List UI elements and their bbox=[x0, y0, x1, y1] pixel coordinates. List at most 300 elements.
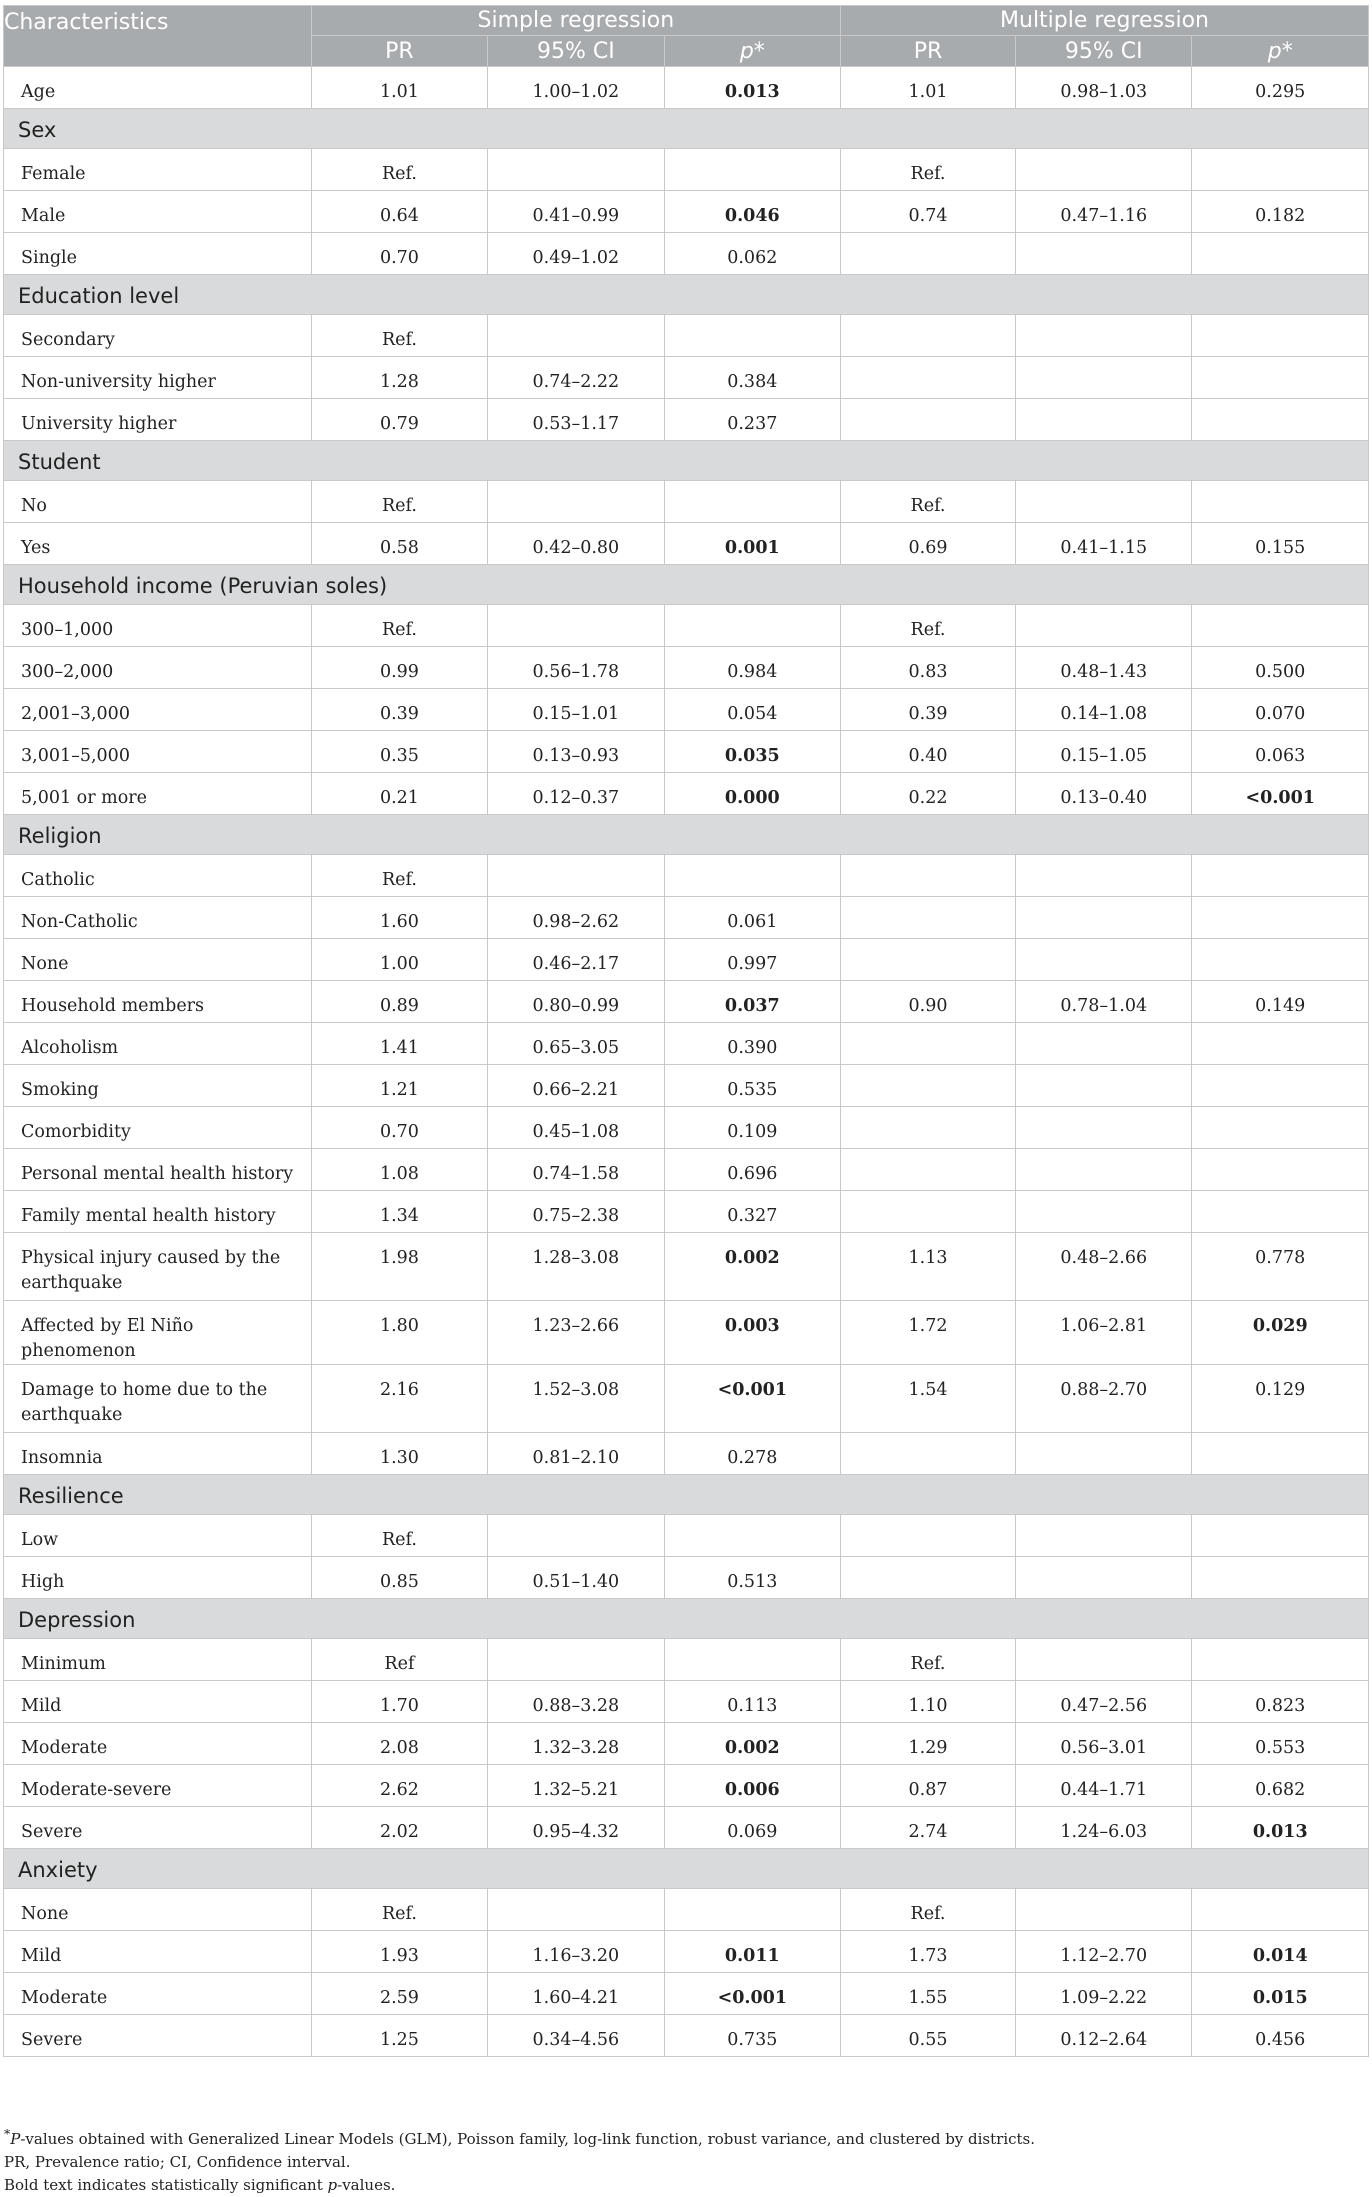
cell-simple-pr: 0.58 bbox=[311, 523, 487, 565]
cell-simple-ci: 0.80–0.99 bbox=[488, 981, 664, 1023]
table-row bbox=[4, 1065, 1369, 1107]
cell-simple-p bbox=[664, 605, 840, 647]
cell-multiple-ci bbox=[1016, 897, 1192, 939]
row-label: Non-university higher bbox=[4, 357, 312, 399]
cell-simple-ci bbox=[488, 855, 664, 897]
row-label: Male bbox=[4, 191, 312, 233]
cell-multiple-ci bbox=[1016, 233, 1192, 275]
footnote-bold bbox=[4, 2174, 1368, 2197]
cell-multiple-p: 0.015 bbox=[1192, 1973, 1369, 2015]
cell-simple-ci: 1.16–3.20 bbox=[488, 1931, 664, 1973]
cell-multiple-ci: 0.13–0.40 bbox=[1016, 773, 1192, 815]
cell-multiple-p bbox=[1192, 1191, 1369, 1233]
cell-simple-p: 0.035 bbox=[664, 731, 840, 773]
cell-multiple-p bbox=[1192, 1107, 1369, 1149]
cell-multiple-ci bbox=[1016, 1107, 1192, 1149]
row-label: Moderate bbox=[4, 1973, 312, 2015]
cell-multiple-ci: 0.47–1.16 bbox=[1016, 191, 1192, 233]
row-label: Moderate-severe bbox=[4, 1765, 312, 1807]
table-row bbox=[4, 1107, 1369, 1149]
cell-multiple-ci bbox=[1016, 315, 1192, 357]
cell-multiple-p: 0.456 bbox=[1192, 2015, 1369, 2057]
cell-multiple-ci bbox=[1016, 1889, 1192, 1931]
cell-multiple-ci bbox=[1016, 357, 1192, 399]
cell-multiple-p: 0.149 bbox=[1192, 981, 1369, 1023]
cell-simple-p bbox=[664, 1515, 840, 1557]
cell-multiple-pr bbox=[841, 233, 1016, 275]
cell-multiple-p: 0.778 bbox=[1192, 1233, 1369, 1301]
table-row bbox=[4, 1433, 1369, 1475]
section-row bbox=[4, 1849, 1369, 1889]
cell-simple-p: 0.535 bbox=[664, 1065, 840, 1107]
row-label: Insomnia bbox=[4, 1433, 312, 1475]
header-simple-ci: 95% CI bbox=[488, 36, 664, 67]
cell-multiple-ci bbox=[1016, 1639, 1192, 1681]
cell-simple-p: 0.001 bbox=[664, 523, 840, 565]
cell-simple-ci: 0.45–1.08 bbox=[488, 1107, 664, 1149]
row-label: Damage to home due to the earthquake bbox=[4, 1365, 312, 1433]
table-row bbox=[4, 1365, 1369, 1433]
cell-multiple-ci bbox=[1016, 1515, 1192, 1557]
cell-simple-pr: 2.08 bbox=[311, 1723, 487, 1765]
table-row bbox=[4, 1765, 1369, 1807]
cell-simple-pr: 1.70 bbox=[311, 1681, 487, 1723]
cell-multiple-pr bbox=[841, 939, 1016, 981]
cell-simple-pr: 2.16 bbox=[311, 1365, 487, 1433]
cell-simple-p: 0.006 bbox=[664, 1765, 840, 1807]
cell-simple-ci bbox=[488, 605, 664, 647]
cell-multiple-p bbox=[1192, 1149, 1369, 1191]
cell-simple-p bbox=[664, 1889, 840, 1931]
row-label: 2,001–3,000 bbox=[4, 689, 312, 731]
cell-multiple-ci: 0.78–1.04 bbox=[1016, 981, 1192, 1023]
cell-simple-p: 0.735 bbox=[664, 2015, 840, 2057]
cell-multiple-pr: 2.74 bbox=[841, 1807, 1016, 1849]
cell-simple-ci: 0.51–1.40 bbox=[488, 1557, 664, 1599]
cell-multiple-p: 0.823 bbox=[1192, 1681, 1369, 1723]
cell-simple-p: 0.061 bbox=[664, 897, 840, 939]
section-row bbox=[4, 815, 1369, 855]
table-row bbox=[4, 1191, 1369, 1233]
cell-simple-ci: 0.15–1.01 bbox=[488, 689, 664, 731]
cell-simple-p bbox=[664, 855, 840, 897]
section-label: Education level bbox=[4, 275, 1369, 315]
cell-multiple-p: 0.029 bbox=[1192, 1301, 1369, 1365]
cell-multiple-ci: 1.24–6.03 bbox=[1016, 1807, 1192, 1849]
row-label: Severe bbox=[4, 1807, 312, 1849]
cell-simple-p: 0.513 bbox=[664, 1557, 840, 1599]
section-row bbox=[4, 109, 1369, 149]
cell-multiple-ci: 0.41–1.15 bbox=[1016, 523, 1192, 565]
cell-simple-pr: Ref. bbox=[311, 481, 487, 523]
table-row bbox=[4, 481, 1369, 523]
row-label: 3,001–5,000 bbox=[4, 731, 312, 773]
cell-simple-pr: 1.60 bbox=[311, 897, 487, 939]
cell-simple-ci: 1.60–4.21 bbox=[488, 1973, 664, 2015]
cell-multiple-ci: 0.56–3.01 bbox=[1016, 1723, 1192, 1765]
cell-multiple-pr bbox=[841, 1515, 1016, 1557]
cell-simple-pr: Ref. bbox=[311, 149, 487, 191]
row-label: None bbox=[4, 1889, 312, 1931]
cell-simple-p bbox=[664, 315, 840, 357]
header-multiple-pr: PR bbox=[841, 36, 1016, 67]
cell-simple-ci: 1.28–3.08 bbox=[488, 1233, 664, 1301]
cell-simple-pr: 1.08 bbox=[311, 1149, 487, 1191]
cell-simple-ci: 0.88–3.28 bbox=[488, 1681, 664, 1723]
cell-multiple-ci: 1.06–2.81 bbox=[1016, 1301, 1192, 1365]
cell-multiple-pr: 0.39 bbox=[841, 689, 1016, 731]
cell-multiple-ci: 0.98–1.03 bbox=[1016, 67, 1192, 109]
cell-multiple-pr bbox=[841, 1557, 1016, 1599]
row-label: Female bbox=[4, 149, 312, 191]
cell-simple-p: 0.984 bbox=[664, 647, 840, 689]
cell-multiple-pr: 0.83 bbox=[841, 647, 1016, 689]
cell-simple-p: 0.011 bbox=[664, 1931, 840, 1973]
cell-multiple-ci bbox=[1016, 939, 1192, 981]
cell-simple-ci: 0.75–2.38 bbox=[488, 1191, 664, 1233]
cell-simple-ci bbox=[488, 149, 664, 191]
cell-multiple-ci: 1.12–2.70 bbox=[1016, 1931, 1192, 1973]
cell-multiple-p: <0.001 bbox=[1192, 773, 1369, 815]
cell-multiple-p bbox=[1192, 1639, 1369, 1681]
row-label: Household members bbox=[4, 981, 312, 1023]
header-simple-regression: Simple regression bbox=[311, 6, 840, 36]
cell-multiple-pr: Ref. bbox=[841, 149, 1016, 191]
cell-simple-pr: Ref. bbox=[311, 605, 487, 647]
cell-simple-ci: 0.42–0.80 bbox=[488, 523, 664, 565]
table-row bbox=[4, 897, 1369, 939]
cell-simple-pr: 0.99 bbox=[311, 647, 487, 689]
cell-simple-p: 0.696 bbox=[664, 1149, 840, 1191]
cell-multiple-pr: Ref. bbox=[841, 1639, 1016, 1681]
row-label: Low bbox=[4, 1515, 312, 1557]
cell-simple-ci: 1.32–3.28 bbox=[488, 1723, 664, 1765]
footnote-method-text: -values obtained with Generalized Linear Models (GLM), Poisson family, log-link function, robust variance, and clustered by districts. bbox=[20, 2130, 1036, 2148]
cell-simple-pr: 1.98 bbox=[311, 1233, 487, 1301]
cell-simple-p: 0.002 bbox=[664, 1723, 840, 1765]
table-row bbox=[4, 191, 1369, 233]
table-row bbox=[4, 1723, 1369, 1765]
cell-simple-pr: Ref. bbox=[311, 855, 487, 897]
cell-multiple-ci bbox=[1016, 399, 1192, 441]
row-label: Severe bbox=[4, 2015, 312, 2057]
cell-simple-ci: 0.56–1.78 bbox=[488, 647, 664, 689]
section-label: Household income (Peruvian soles) bbox=[4, 565, 1369, 605]
table-row bbox=[4, 731, 1369, 773]
row-label: University higher bbox=[4, 399, 312, 441]
cell-simple-pr: 1.80 bbox=[311, 1301, 487, 1365]
cell-multiple-pr: 1.13 bbox=[841, 1233, 1016, 1301]
cell-multiple-ci bbox=[1016, 1433, 1192, 1475]
cell-simple-ci: 0.49–1.02 bbox=[488, 233, 664, 275]
cell-simple-ci: 0.95–4.32 bbox=[488, 1807, 664, 1849]
cell-simple-p: 0.054 bbox=[664, 689, 840, 731]
table-row bbox=[4, 1233, 1369, 1301]
cell-simple-pr: 1.28 bbox=[311, 357, 487, 399]
footnote-bold-end: -values. bbox=[337, 2176, 396, 2194]
cell-multiple-pr: Ref. bbox=[841, 481, 1016, 523]
table-row bbox=[4, 149, 1369, 191]
cell-multiple-pr bbox=[841, 399, 1016, 441]
cell-multiple-pr: 1.72 bbox=[841, 1301, 1016, 1365]
row-label: No bbox=[4, 481, 312, 523]
cell-multiple-p bbox=[1192, 1433, 1369, 1475]
cell-multiple-p bbox=[1192, 1023, 1369, 1065]
cell-multiple-pr: 1.29 bbox=[841, 1723, 1016, 1765]
cell-multiple-pr: Ref. bbox=[841, 605, 1016, 647]
cell-simple-ci: 1.52–3.08 bbox=[488, 1365, 664, 1433]
footnote-p-italic: P bbox=[10, 2130, 21, 2148]
cell-simple-ci: 0.41–0.99 bbox=[488, 191, 664, 233]
row-label: Physical injury caused by the earthquake bbox=[4, 1233, 312, 1301]
table-row bbox=[4, 773, 1369, 815]
cell-simple-p bbox=[664, 149, 840, 191]
section-label: Religion bbox=[4, 815, 1369, 855]
cell-simple-p: <0.001 bbox=[664, 1973, 840, 2015]
cell-multiple-pr bbox=[841, 1107, 1016, 1149]
row-label: Mild bbox=[4, 1931, 312, 1973]
cell-simple-pr: Ref. bbox=[311, 1889, 487, 1931]
table-row bbox=[4, 855, 1369, 897]
cell-multiple-p: 0.013 bbox=[1192, 1807, 1369, 1849]
cell-simple-pr: 1.00 bbox=[311, 939, 487, 981]
cell-simple-p: 0.069 bbox=[664, 1807, 840, 1849]
cell-multiple-p bbox=[1192, 1065, 1369, 1107]
regression-table bbox=[3, 5, 1369, 2057]
header-multiple-p: p* bbox=[1192, 36, 1369, 67]
cell-multiple-p: 0.129 bbox=[1192, 1365, 1369, 1433]
section-label: Resilience bbox=[4, 1475, 1369, 1515]
row-label: Personal mental health history bbox=[4, 1149, 312, 1191]
cell-simple-pr: 2.62 bbox=[311, 1765, 487, 1807]
cell-multiple-p bbox=[1192, 1889, 1369, 1931]
row-label: None bbox=[4, 939, 312, 981]
row-label: Single bbox=[4, 233, 312, 275]
cell-simple-pr: 0.70 bbox=[311, 233, 487, 275]
table-row bbox=[4, 1557, 1369, 1599]
cell-simple-ci: 0.65–3.05 bbox=[488, 1023, 664, 1065]
table-row bbox=[4, 647, 1369, 689]
cell-simple-pr: 0.35 bbox=[311, 731, 487, 773]
table-row bbox=[4, 1149, 1369, 1191]
section-row bbox=[4, 441, 1369, 481]
header-multiple-ci: 95% CI bbox=[1016, 36, 1192, 67]
section-row bbox=[4, 1599, 1369, 1639]
cell-simple-pr: 1.30 bbox=[311, 1433, 487, 1475]
cell-simple-pr: Ref bbox=[311, 1639, 487, 1681]
cell-simple-p: 0.000 bbox=[664, 773, 840, 815]
row-label: Smoking bbox=[4, 1065, 312, 1107]
row-label: Minimum bbox=[4, 1639, 312, 1681]
table-footnotes bbox=[4, 2122, 1368, 2197]
cell-multiple-p: 0.155 bbox=[1192, 523, 1369, 565]
footnote-bold-p: p bbox=[327, 2176, 338, 2194]
table-row bbox=[4, 1931, 1369, 1973]
table-row bbox=[4, 67, 1369, 109]
cell-multiple-pr: 0.22 bbox=[841, 773, 1016, 815]
cell-multiple-ci: 0.15–1.05 bbox=[1016, 731, 1192, 773]
row-label: Catholic bbox=[4, 855, 312, 897]
cell-multiple-pr: 0.87 bbox=[841, 1765, 1016, 1807]
cell-multiple-p bbox=[1192, 897, 1369, 939]
cell-multiple-pr: 0.90 bbox=[841, 981, 1016, 1023]
cell-simple-p: 0.390 bbox=[664, 1023, 840, 1065]
cell-multiple-ci bbox=[1016, 1191, 1192, 1233]
cell-multiple-pr: Ref. bbox=[841, 1889, 1016, 1931]
table-row bbox=[4, 1973, 1369, 2015]
cell-multiple-ci bbox=[1016, 1557, 1192, 1599]
cell-multiple-pr bbox=[841, 1023, 1016, 1065]
cell-multiple-pr: 0.55 bbox=[841, 2015, 1016, 2057]
table-row bbox=[4, 399, 1369, 441]
cell-simple-ci: 0.81–2.10 bbox=[488, 1433, 664, 1475]
table-row bbox=[4, 689, 1369, 731]
cell-simple-ci: 0.98–2.62 bbox=[488, 897, 664, 939]
row-label: Moderate bbox=[4, 1723, 312, 1765]
table-row bbox=[4, 523, 1369, 565]
cell-multiple-pr: 1.55 bbox=[841, 1973, 1016, 2015]
cell-simple-p: 0.278 bbox=[664, 1433, 840, 1475]
section-label: Depression bbox=[4, 1599, 1369, 1639]
footnote-bold-text: Bold text indicates statistically significant bbox=[4, 2176, 328, 2194]
cell-multiple-pr: 1.01 bbox=[841, 67, 1016, 109]
cell-simple-pr: Ref. bbox=[311, 315, 487, 357]
cell-simple-pr: 0.39 bbox=[311, 689, 487, 731]
cell-simple-pr: 1.01 bbox=[311, 67, 487, 109]
cell-simple-pr: 2.59 bbox=[311, 1973, 487, 2015]
cell-multiple-p: 0.014 bbox=[1192, 1931, 1369, 1973]
cell-multiple-pr: 1.10 bbox=[841, 1681, 1016, 1723]
cell-simple-pr: 1.21 bbox=[311, 1065, 487, 1107]
cell-multiple-ci bbox=[1016, 481, 1192, 523]
cell-multiple-ci: 0.44–1.71 bbox=[1016, 1765, 1192, 1807]
cell-multiple-p bbox=[1192, 233, 1369, 275]
cell-multiple-p bbox=[1192, 939, 1369, 981]
cell-simple-pr: 0.70 bbox=[311, 1107, 487, 1149]
cell-multiple-ci bbox=[1016, 1149, 1192, 1191]
table-row bbox=[4, 357, 1369, 399]
cell-multiple-p: 0.295 bbox=[1192, 67, 1369, 109]
cell-multiple-p bbox=[1192, 481, 1369, 523]
section-row bbox=[4, 1475, 1369, 1515]
cell-multiple-ci bbox=[1016, 855, 1192, 897]
cell-multiple-p: 0.070 bbox=[1192, 689, 1369, 731]
cell-multiple-p: 0.182 bbox=[1192, 191, 1369, 233]
cell-multiple-pr: 0.74 bbox=[841, 191, 1016, 233]
cell-multiple-p bbox=[1192, 149, 1369, 191]
cell-simple-pr: 0.79 bbox=[311, 399, 487, 441]
cell-multiple-pr bbox=[841, 1149, 1016, 1191]
cell-simple-ci: 1.00–1.02 bbox=[488, 67, 664, 109]
cell-simple-p: 0.037 bbox=[664, 981, 840, 1023]
cell-multiple-ci bbox=[1016, 1023, 1192, 1065]
cell-simple-ci: 0.53–1.17 bbox=[488, 399, 664, 441]
table-row bbox=[4, 1515, 1369, 1557]
cell-simple-p bbox=[664, 1639, 840, 1681]
section-label: Anxiety bbox=[4, 1849, 1369, 1889]
cell-multiple-p bbox=[1192, 399, 1369, 441]
cell-simple-pr: Ref. bbox=[311, 1515, 487, 1557]
row-label: 300–1,000 bbox=[4, 605, 312, 647]
cell-multiple-p bbox=[1192, 605, 1369, 647]
header-simple-pr: PR bbox=[311, 36, 487, 67]
cell-simple-p: 0.062 bbox=[664, 233, 840, 275]
cell-multiple-ci: 0.88–2.70 bbox=[1016, 1365, 1192, 1433]
cell-simple-ci: 0.34–4.56 bbox=[488, 2015, 664, 2057]
cell-simple-ci bbox=[488, 481, 664, 523]
cell-multiple-p: 0.553 bbox=[1192, 1723, 1369, 1765]
cell-simple-ci: 0.74–2.22 bbox=[488, 357, 664, 399]
cell-simple-p: 0.109 bbox=[664, 1107, 840, 1149]
cell-simple-ci: 0.66–2.21 bbox=[488, 1065, 664, 1107]
cell-multiple-pr: 1.73 bbox=[841, 1931, 1016, 1973]
cell-multiple-ci: 1.09–2.22 bbox=[1016, 1973, 1192, 2015]
cell-multiple-pr: 1.54 bbox=[841, 1365, 1016, 1433]
cell-simple-p: 0.997 bbox=[664, 939, 840, 981]
section-row bbox=[4, 565, 1369, 605]
cell-multiple-pr bbox=[841, 1065, 1016, 1107]
row-label: 5,001 or more bbox=[4, 773, 312, 815]
table-row bbox=[4, 1889, 1369, 1931]
cell-simple-p: 0.003 bbox=[664, 1301, 840, 1365]
table-row bbox=[4, 2015, 1369, 2057]
table-row bbox=[4, 1023, 1369, 1065]
cell-multiple-p: 0.063 bbox=[1192, 731, 1369, 773]
cell-simple-pr: 1.41 bbox=[311, 1023, 487, 1065]
header-multiple-regression: Multiple regression bbox=[841, 6, 1369, 36]
cell-simple-ci: 1.23–2.66 bbox=[488, 1301, 664, 1365]
cell-multiple-ci: 0.12–2.64 bbox=[1016, 2015, 1192, 2057]
cell-multiple-ci: 0.48–1.43 bbox=[1016, 647, 1192, 689]
cell-simple-pr: 0.89 bbox=[311, 981, 487, 1023]
cell-multiple-ci bbox=[1016, 605, 1192, 647]
row-label: Family mental health history bbox=[4, 1191, 312, 1233]
table-row bbox=[4, 1639, 1369, 1681]
cell-multiple-pr bbox=[841, 1433, 1016, 1475]
cell-multiple-ci: 0.47–2.56 bbox=[1016, 1681, 1192, 1723]
cell-multiple-pr bbox=[841, 1191, 1016, 1233]
cell-simple-ci bbox=[488, 1639, 664, 1681]
cell-multiple-p bbox=[1192, 1515, 1369, 1557]
cell-simple-pr: 1.25 bbox=[311, 2015, 487, 2057]
cell-simple-ci: 0.12–0.37 bbox=[488, 773, 664, 815]
footnote-method bbox=[4, 2122, 1368, 2151]
cell-multiple-p bbox=[1192, 855, 1369, 897]
cell-simple-ci: 1.32–5.21 bbox=[488, 1765, 664, 1807]
cell-simple-pr: 2.02 bbox=[311, 1807, 487, 1849]
cell-simple-pr: 0.21 bbox=[311, 773, 487, 815]
header-characteristics: Characteristics bbox=[4, 6, 312, 67]
cell-simple-ci bbox=[488, 1515, 664, 1557]
section-label: Sex bbox=[4, 109, 1369, 149]
cell-multiple-pr bbox=[841, 897, 1016, 939]
row-label: Non-Catholic bbox=[4, 897, 312, 939]
row-label: Comorbidity bbox=[4, 1107, 312, 1149]
cell-multiple-ci: 0.48–2.66 bbox=[1016, 1233, 1192, 1301]
cell-multiple-pr: 0.40 bbox=[841, 731, 1016, 773]
row-label: Affected by El Niño phenomenon bbox=[4, 1301, 312, 1365]
cell-multiple-ci bbox=[1016, 149, 1192, 191]
cell-simple-ci: 0.13–0.93 bbox=[488, 731, 664, 773]
table-row bbox=[4, 315, 1369, 357]
cell-simple-ci: 0.46–2.17 bbox=[488, 939, 664, 981]
footnote-abbreviations: PR, Prevalence ratio; CI, Confidence interval. bbox=[4, 2153, 351, 2171]
section-label: Student bbox=[4, 441, 1369, 481]
table-row bbox=[4, 1681, 1369, 1723]
section-row bbox=[4, 275, 1369, 315]
cell-multiple-ci: 0.14–1.08 bbox=[1016, 689, 1192, 731]
header-simple-p: p* bbox=[664, 36, 840, 67]
